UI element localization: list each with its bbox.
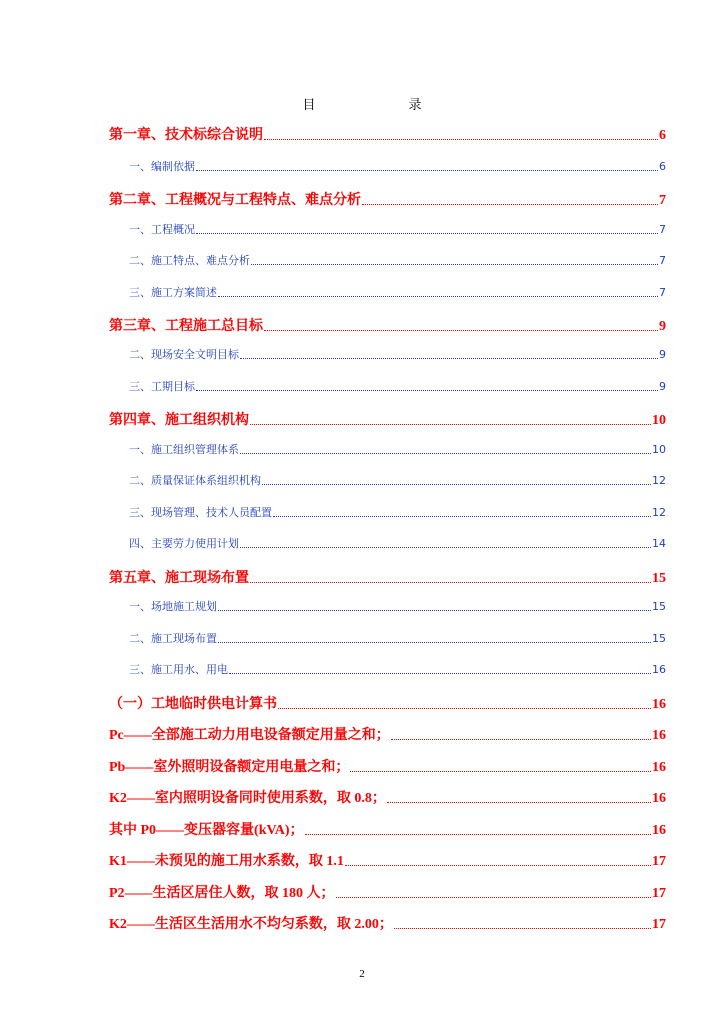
toc-chapter-entry[interactable] xyxy=(109,189,666,209)
toc-leader-dots xyxy=(250,582,651,583)
toc-leader-dots xyxy=(336,897,651,898)
toc-entry-page-number: 10 xyxy=(652,413,666,428)
toc-entry-page-number: 7 xyxy=(659,223,666,236)
toc-chapter-entry[interactable] xyxy=(109,913,666,933)
toc-entry-page-number: 9 xyxy=(659,380,666,393)
toc-section-entry[interactable] xyxy=(129,535,666,551)
toc-section-entry[interactable] xyxy=(129,158,666,174)
toc-entry-label: 二、施工特点、难点分析 xyxy=(129,254,250,267)
toc-leader-dots xyxy=(196,390,658,391)
toc-leader-dots xyxy=(229,673,651,674)
toc-entry-label: 二、质量保证体系组织机构 xyxy=(129,474,261,487)
toc-entry-page-number: 9 xyxy=(659,319,666,334)
toc-leader-dots xyxy=(240,358,658,359)
toc-leader-dots xyxy=(264,330,658,331)
toc-chapter-entry[interactable] xyxy=(109,693,666,713)
toc-chapter-entry[interactable] xyxy=(109,819,666,839)
toc-entry-label: 第一章、技术标综合说明 xyxy=(109,128,263,143)
toc-entry-page-number: 15 xyxy=(652,632,666,645)
toc-leader-dots xyxy=(273,516,651,517)
toc-section-entry[interactable] xyxy=(129,346,666,362)
toc-section-entry[interactable] xyxy=(129,661,666,677)
toc-chapter-entry[interactable] xyxy=(109,409,666,429)
toc-leader-dots xyxy=(305,834,651,835)
toc-leader-dots xyxy=(278,708,651,709)
toc-entry-page-number: 16 xyxy=(652,791,666,806)
toc-entry-page-number: 16 xyxy=(652,728,666,743)
toc-leader-dots xyxy=(350,771,651,772)
toc-entry-page-number: 12 xyxy=(652,474,666,487)
toc-leader-dots xyxy=(391,739,651,740)
toc-entry-label: Pc——全部施工动力用电设备额定用量之和； xyxy=(109,728,390,743)
toc-entry-page-number: 6 xyxy=(659,160,666,173)
toc-leader-dots xyxy=(362,204,658,205)
toc-section-entry[interactable] xyxy=(129,378,666,394)
toc-entry-label: K2——生活区生活用水不均匀系数，取 2.00； xyxy=(109,917,393,932)
toc-chapter-entry[interactable] xyxy=(109,850,666,870)
toc-entry-label: P2——生活区居住人数，取 180 人； xyxy=(109,886,335,901)
toc-leader-dots xyxy=(218,296,658,297)
toc-chapter-entry[interactable] xyxy=(109,567,666,587)
toc-entry-page-number: 7 xyxy=(659,254,666,267)
toc-entry-page-number: 17 xyxy=(652,854,666,869)
toc-chapter-entry[interactable] xyxy=(109,315,666,335)
toc-leader-dots xyxy=(196,233,658,234)
page-number: 2 xyxy=(359,968,365,980)
toc-entry-label: 一、编制依据 xyxy=(129,160,195,173)
toc-entry-page-number: 6 xyxy=(659,128,666,143)
toc-section-entry[interactable] xyxy=(129,441,666,457)
toc-section-entry[interactable] xyxy=(129,472,666,488)
toc-entry-page-number: 9 xyxy=(659,348,666,361)
toc-section-entry[interactable] xyxy=(129,221,666,237)
toc-chapter-entry[interactable] xyxy=(109,724,666,744)
toc-entry-label: Pb——室外照明设备额定用电量之和； xyxy=(109,760,350,775)
toc-leader-dots xyxy=(240,453,651,454)
toc-leader-dots xyxy=(387,802,651,803)
toc-leader-dots xyxy=(394,928,651,929)
toc-entry-page-number: 7 xyxy=(659,286,666,299)
toc-entry-label: 三、工期目标 xyxy=(129,380,195,393)
toc-chapter-entry[interactable] xyxy=(109,756,666,776)
toc-entry-page-number: 7 xyxy=(659,193,666,208)
toc-entry-page-number: 16 xyxy=(652,663,666,676)
toc-leader-dots xyxy=(262,484,651,485)
toc-entry-label: 二、现场安全文明目标 xyxy=(129,348,239,361)
toc-entry-label: 四、主要劳力使用计划 xyxy=(129,537,239,550)
toc-leader-dots xyxy=(251,264,658,265)
toc-section-entry[interactable] xyxy=(129,598,666,614)
toc-entry-page-number: 10 xyxy=(652,443,666,456)
toc-entry-label: 三、现场管理、技术人员配置 xyxy=(129,506,272,519)
toc-entry-label: 二、施工现场布置 xyxy=(129,632,217,645)
toc-entry-label: 三、施工用水、用电 xyxy=(129,663,228,676)
toc-entry-label: （一）工地临时供电计算书 xyxy=(109,697,277,712)
toc-leader-dots xyxy=(218,610,651,611)
toc-section-entry[interactable] xyxy=(129,630,666,646)
toc-section-entry[interactable] xyxy=(129,504,666,520)
toc-leader-dots xyxy=(196,170,658,171)
toc-leader-dots xyxy=(345,865,651,866)
toc-leader-dots xyxy=(250,424,651,425)
toc-entry-label: 三、施工方案简述 xyxy=(129,286,217,299)
toc-entry-label: K2——室内照明设备同时使用系数，取 0.8； xyxy=(109,791,386,806)
toc-leader-dots xyxy=(240,547,651,548)
toc-entry-label: 第四章、施工组织机构 xyxy=(109,413,249,428)
toc-entry-page-number: 14 xyxy=(652,537,666,550)
toc-entry-page-number: 16 xyxy=(652,823,666,838)
toc-title: 目 录 xyxy=(302,98,462,113)
toc-entry-page-number: 17 xyxy=(652,917,666,932)
toc-entry-page-number: 16 xyxy=(652,697,666,712)
toc-entry-label: 一、工程概况 xyxy=(129,223,195,236)
toc-entry-page-number: 15 xyxy=(652,571,666,586)
toc-entry-page-number: 16 xyxy=(652,760,666,775)
toc-leader-dots xyxy=(264,139,658,140)
toc-section-entry[interactable] xyxy=(129,284,666,300)
toc-entry-label: 第二章、工程概况与工程特点、难点分析 xyxy=(109,193,361,208)
toc-entry-label: K1——未预见的施工用水系数，取 1.1 xyxy=(109,854,344,869)
toc-entry-page-number: 17 xyxy=(652,886,666,901)
toc-entry-label: 一、施工组织管理体系 xyxy=(129,443,239,456)
toc-entry-page-number: 12 xyxy=(652,506,666,519)
toc-entry-label: 一、场地施工规划 xyxy=(129,600,217,613)
toc-chapter-entry[interactable] xyxy=(109,882,666,902)
toc-chapter-entry[interactable] xyxy=(109,787,666,807)
toc-entry-page-number: 15 xyxy=(652,600,666,613)
toc-entry-label: 第三章、工程施工总目标 xyxy=(109,319,263,334)
toc-entry-label: 第五章、施工现场布置 xyxy=(109,571,249,586)
toc-section-entry[interactable] xyxy=(129,252,666,268)
toc-chapter-entry[interactable] xyxy=(109,124,666,144)
toc-leader-dots xyxy=(218,642,651,643)
toc-entry-label: 其中 P0——变压器容量(kVA)； xyxy=(109,823,304,838)
